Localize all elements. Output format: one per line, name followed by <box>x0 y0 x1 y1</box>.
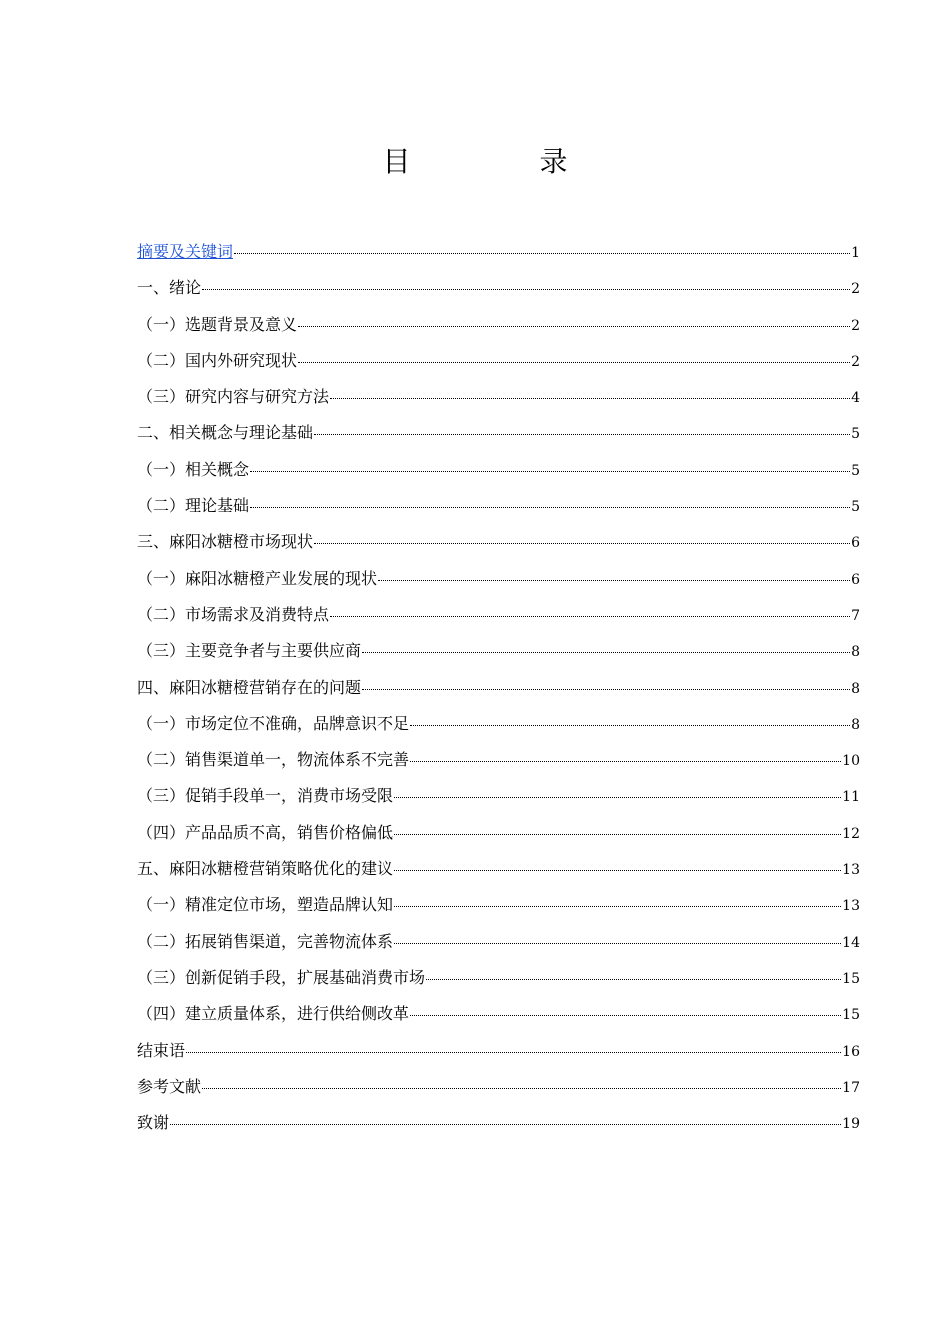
toc-entry-text: 五、麻阳冰糖橙营销策略优化的建议 <box>137 859 394 879</box>
toc-page-number: 17 <box>842 1079 860 1096</box>
toc-dot-leader <box>394 797 841 798</box>
toc-entry <box>137 706 860 742</box>
toc-entry <box>137 524 860 560</box>
toc-page-number: 19 <box>842 1116 860 1133</box>
toc-dot-leader <box>202 289 850 290</box>
toc-entry-text: 致谢 <box>137 1113 170 1133</box>
toc-entry <box>137 379 860 415</box>
toc-page-number: 8 <box>851 680 860 697</box>
toc-dot-leader <box>362 652 850 653</box>
toc-dot-leader <box>234 253 850 254</box>
toc-entry-text: （二）理论基础 <box>137 496 250 516</box>
toc-entry-text: 四、麻阳冰糖橙营销存在的问题 <box>137 677 362 697</box>
toc-entry-text: （三）促销手段单一，消费市场受限 <box>137 786 394 806</box>
toc-page-number: 4 <box>851 390 860 407</box>
toc-entry-text: （一）市场定位不准确，品牌意识不足 <box>137 713 410 733</box>
toc-entry-text: （一）麻阳冰糖橙产业发展的现状 <box>137 568 378 588</box>
toc-entry <box>137 597 860 633</box>
toc-list <box>137 234 860 1141</box>
toc-page-number: 5 <box>851 499 860 516</box>
toc-entry-text: （四）产品品质不高，销售价格偏低 <box>137 822 394 842</box>
toc-entry <box>137 270 860 306</box>
toc-page-number: 13 <box>842 862 860 879</box>
toc-dot-leader <box>250 507 850 508</box>
toc-entry <box>137 561 860 597</box>
toc-entry <box>137 452 860 488</box>
toc-entry-text: 二、相关概念与理论基础 <box>137 423 314 443</box>
toc-entry-text: 三、麻阳冰糖橙市场现状 <box>137 532 314 552</box>
toc-page-number: 5 <box>851 462 860 479</box>
toc-page-number: 8 <box>851 716 860 733</box>
toc-entry-text: 一、绪论 <box>137 278 202 298</box>
toc-entry-link[interactable]: 摘要及关键词 <box>137 242 234 261</box>
toc-entry <box>137 670 860 706</box>
toc-entry <box>137 996 860 1032</box>
toc-dot-leader <box>410 761 841 762</box>
toc-dot-leader <box>362 689 850 690</box>
toc-page-number: 1 <box>851 245 860 261</box>
toc-dot-leader <box>202 1088 841 1089</box>
toc-page-number: 6 <box>851 571 860 588</box>
toc-entry <box>137 851 860 887</box>
toc-page-number: 2 <box>851 353 860 370</box>
toc-entry <box>137 415 860 451</box>
toc-page-number: 12 <box>842 825 860 842</box>
toc-entry-text: （二）销售渠道单一，物流体系不完善 <box>137 750 410 770</box>
toc-entry-text: 参考文献 <box>137 1076 202 1096</box>
toc-entry <box>137 1105 860 1141</box>
toc-entry-text: （三）研究内容与研究方法 <box>137 387 330 407</box>
toc-entry <box>137 633 860 669</box>
toc-page-number: 14 <box>842 934 860 951</box>
toc-page-number: 16 <box>842 1043 860 1060</box>
toc-entry <box>137 343 860 379</box>
toc-dot-leader <box>314 434 850 435</box>
toc-page-number: 11 <box>842 789 860 806</box>
toc-dot-leader <box>378 580 850 581</box>
toc-page-number: 7 <box>851 607 860 624</box>
toc-dot-leader <box>330 616 850 617</box>
toc-dot-leader <box>250 471 850 472</box>
toc-dot-leader <box>186 1052 841 1053</box>
toc-dot-leader <box>394 906 841 907</box>
toc-page-number: 2 <box>851 317 860 334</box>
toc-dot-leader <box>410 1015 841 1016</box>
toc-page-number: 2 <box>851 281 860 298</box>
toc-page-number: 8 <box>851 644 860 661</box>
toc-entry <box>137 924 860 960</box>
toc-entry <box>137 742 860 778</box>
toc-entry <box>137 488 860 524</box>
toc-entry-text: （一）相关概念 <box>137 459 250 479</box>
toc-dot-leader <box>170 1124 841 1125</box>
toc-dot-leader <box>394 834 841 835</box>
toc-entry <box>137 778 860 814</box>
toc-page-number: 15 <box>842 970 860 987</box>
toc-entry[interactable] <box>137 234 860 270</box>
toc-entry-text: （四）建立质量体系，进行供给侧改革 <box>137 1004 410 1024</box>
toc-entry <box>137 960 860 996</box>
toc-page-number: 6 <box>851 535 860 552</box>
toc-dot-leader <box>298 362 850 363</box>
toc-page-number: 13 <box>842 898 860 915</box>
toc-entry-text: （一）选题背景及意义 <box>137 314 298 334</box>
toc-title: 目 录 <box>382 145 628 178</box>
toc-entry-text: （三）创新促销手段，扩展基础消费市场 <box>137 967 426 987</box>
toc-entry <box>137 1033 860 1069</box>
toc-dot-leader <box>314 543 850 544</box>
toc-entry-text: （二）拓展销售渠道，完善物流体系 <box>137 931 394 951</box>
toc-entry <box>137 887 860 923</box>
toc-entry <box>137 815 860 851</box>
toc-entry-text: （二）市场需求及消费特点 <box>137 604 330 624</box>
toc-dot-leader <box>298 326 850 327</box>
toc-page-number: 10 <box>842 753 860 770</box>
toc-dot-leader <box>330 398 850 399</box>
toc-entry-text: （二）国内外研究现状 <box>137 350 298 370</box>
toc-entry <box>137 307 860 343</box>
toc-dot-leader <box>394 870 841 871</box>
toc-dot-leader <box>394 943 841 944</box>
toc-entry-text: 结束语 <box>137 1040 186 1060</box>
toc-dot-leader <box>426 979 841 980</box>
toc-page-number: 15 <box>842 1007 860 1024</box>
toc-dot-leader <box>410 725 850 726</box>
toc-page-number: 5 <box>851 426 860 443</box>
toc-entry-text: （一）精准定位市场，塑造品牌认知 <box>137 895 394 915</box>
toc-entry-text: （三）主要竞争者与主要供应商 <box>137 641 362 661</box>
toc-entry <box>137 1069 860 1105</box>
